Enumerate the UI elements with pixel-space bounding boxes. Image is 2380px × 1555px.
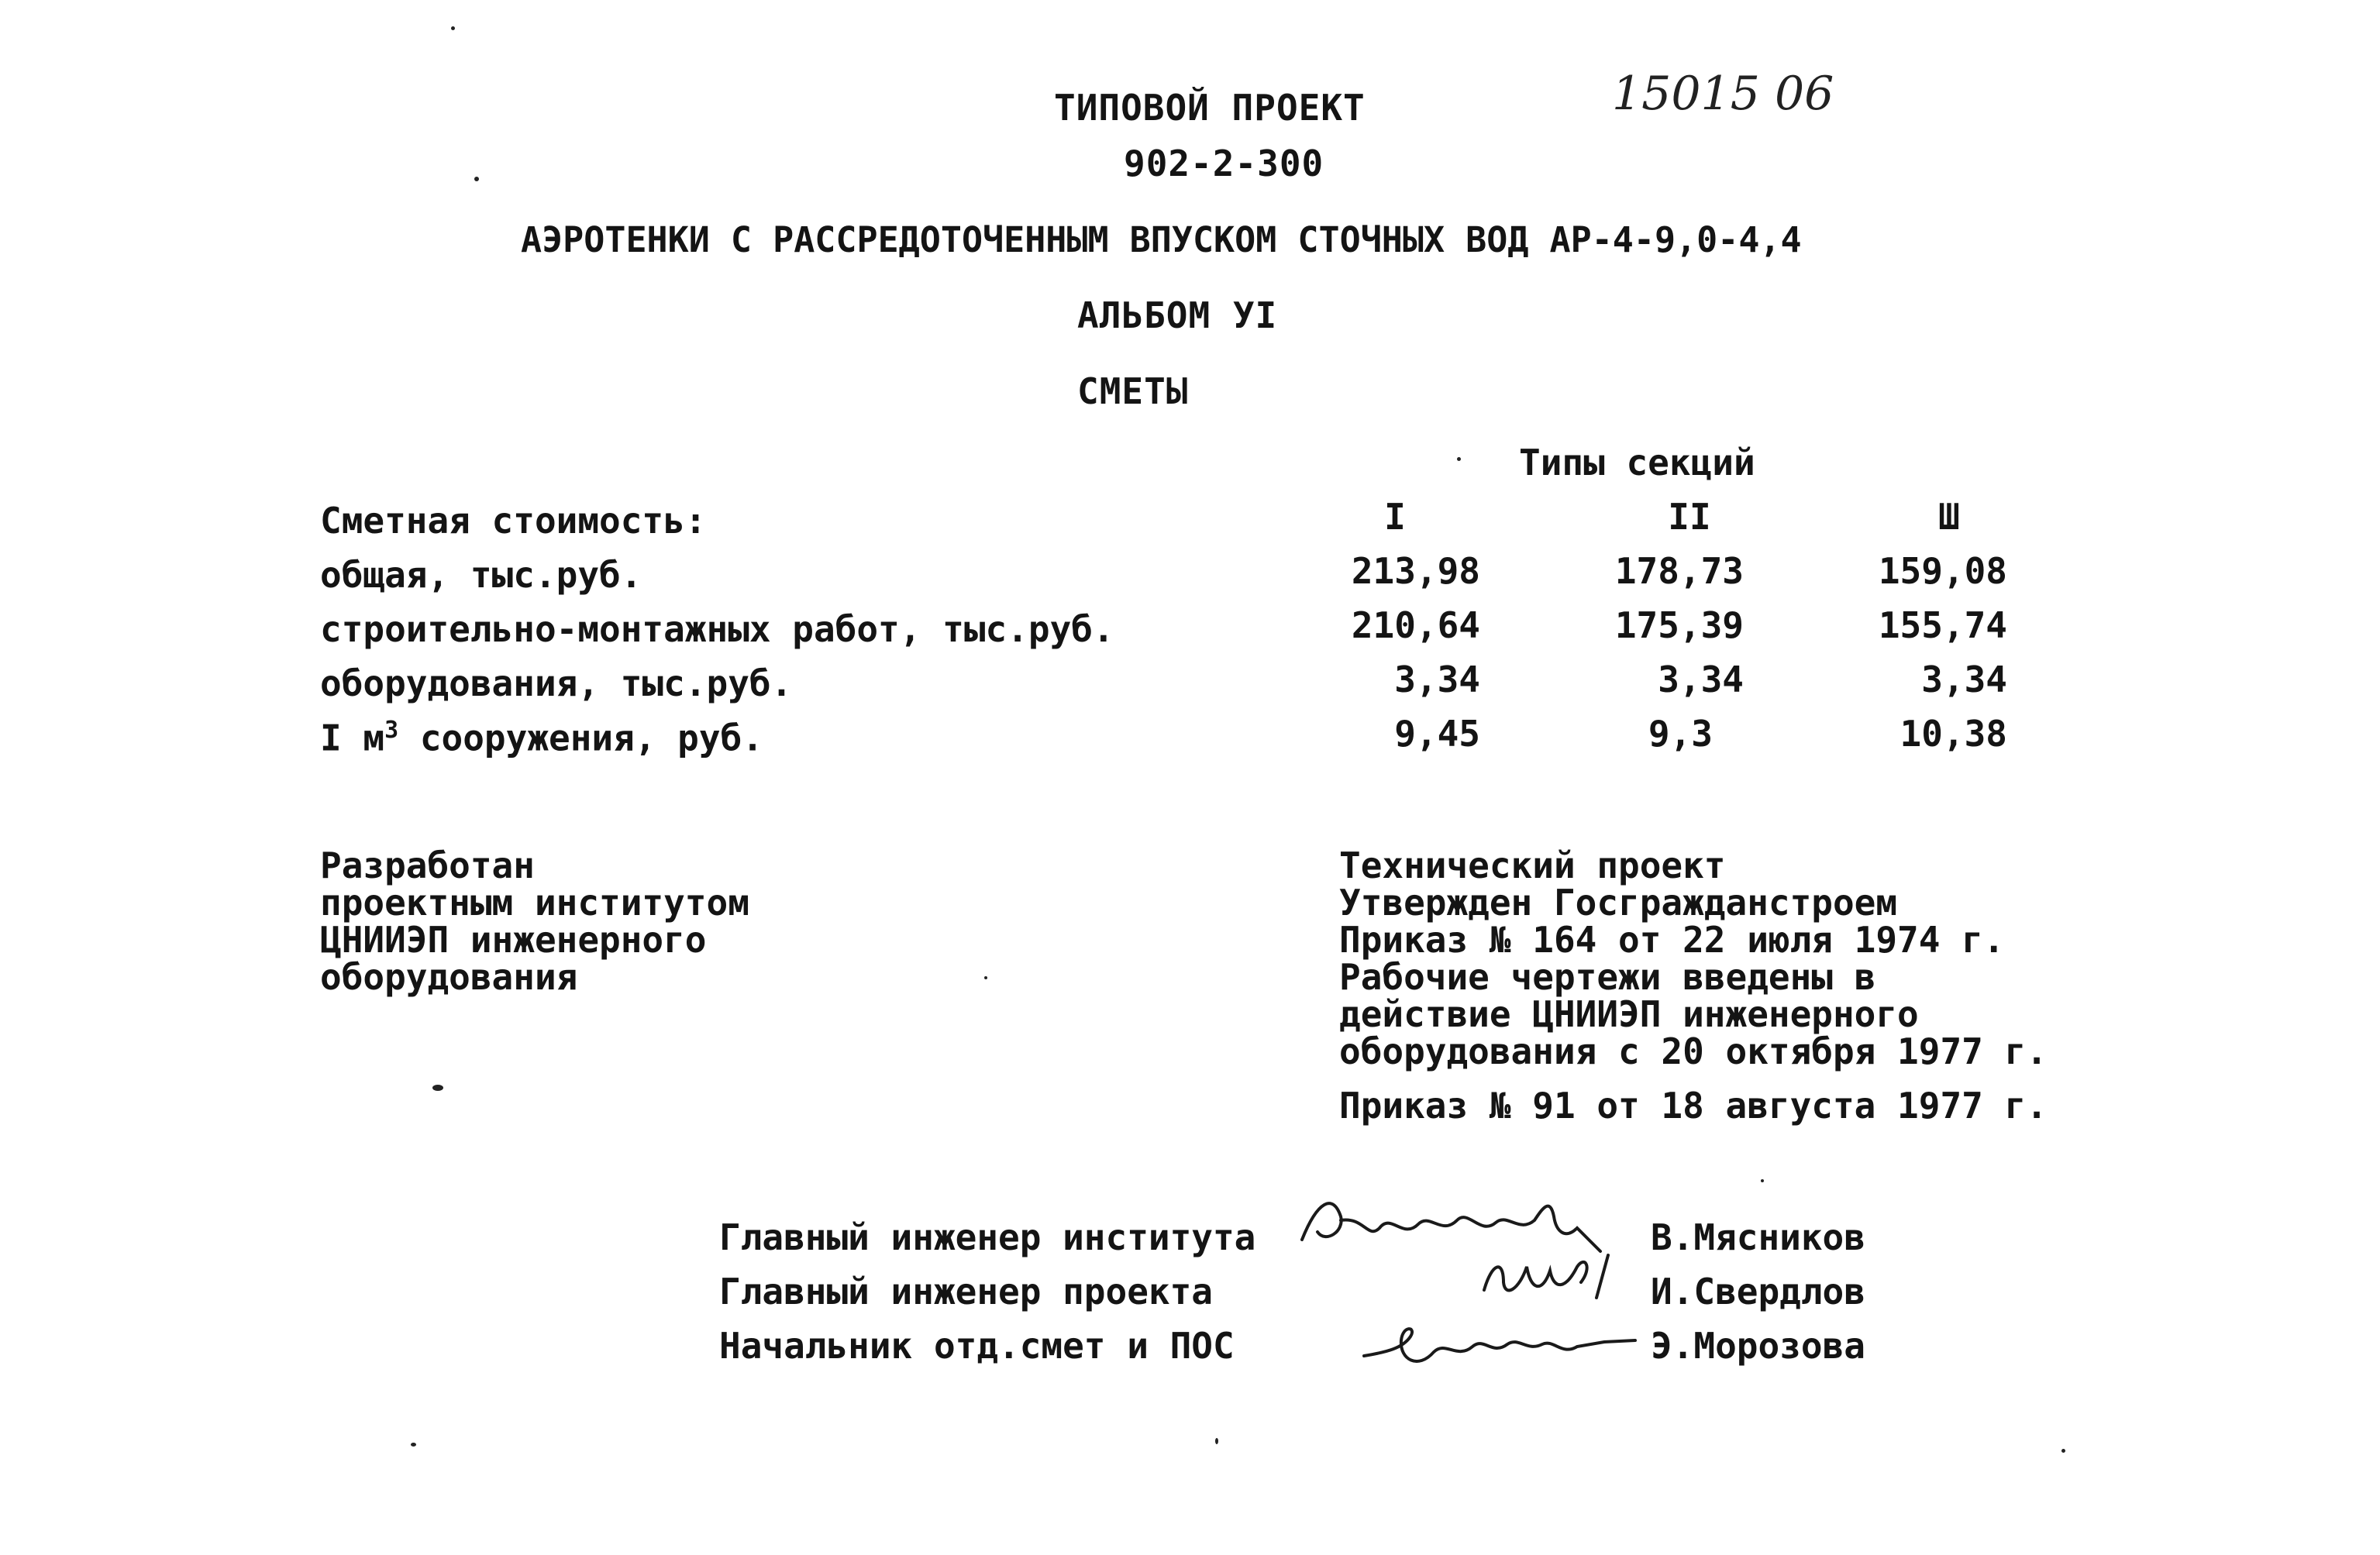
scan-speck: [2061, 1449, 2065, 1453]
developer-line: ЦНИИЭП инженерного: [320, 919, 707, 961]
developer-line: оборудования: [320, 956, 578, 998]
signatory-position: Начальник отд.смет и ПОС: [719, 1325, 1235, 1367]
approval-line: Технический проект: [1339, 845, 1726, 886]
row-label: оборудования, тыс.руб.: [320, 662, 793, 704]
row-label: общая, тыс.руб.: [320, 554, 642, 596]
section-types-header: Типы секций: [1519, 442, 1755, 483]
cell-value: 213,98: [1351, 550, 1480, 592]
scan-speck: [474, 177, 479, 181]
approval-line: Рабочие чертежи введены в: [1339, 956, 1876, 998]
signatory-name: И.Свердлов: [1651, 1271, 1865, 1312]
cell-value: 175,39: [1614, 604, 1744, 646]
project-type: ТИПОВОЙ ПРОЕКТ: [1054, 87, 1366, 129]
signatory-name: Э.Морозова: [1651, 1325, 1865, 1367]
approval-line: Утвержден Госгражданстроем: [1339, 882, 1898, 924]
row-label: I $м^3$ сооружения, руб.: [320, 717, 763, 759]
scan-speck: [451, 26, 455, 30]
scan-speck: [1215, 1438, 1218, 1444]
scan-speck: [432, 1085, 443, 1091]
document-title: АЭРОТЕНКИ С РАССРЕДОТОЧЕННЫМ ВПУСКОМ СТОЧНЫХ ВОД АР-4-9,0-4,4: [521, 219, 1802, 260]
document-subtitle: СМЕТЫ: [1077, 370, 1189, 412]
cell-value: 3,34: [1394, 659, 1480, 700]
cell-value: 159,08: [1878, 550, 2007, 592]
signatory-position: Главный инженер института: [719, 1216, 1256, 1258]
scan-speck: [1457, 457, 1461, 461]
archive-number: 15015 06: [1612, 67, 1834, 121]
scan-speck: [411, 1443, 416, 1447]
row-label: строительно-монтажных работ, тыс.руб.: [320, 608, 1114, 650]
cost-table-label: Сметная стоимость:: [320, 500, 707, 542]
cell-value: 210,64: [1351, 604, 1480, 646]
column-header-3: Ш: [1938, 496, 1960, 538]
scan-speck: [1761, 1179, 1764, 1182]
signature-mode-3: [1356, 1309, 1651, 1379]
approval-line: действие ЦНИИЭП инженерного: [1339, 993, 1919, 1035]
album-number: АЛЬБОМ УI: [1077, 294, 1278, 336]
signature-mode-2: [1472, 1244, 1651, 1306]
cell-value: 3,34: [1658, 659, 1744, 700]
approval-block: [1339, 847, 2048, 1070]
cell-value: 155,74: [1878, 604, 2007, 646]
column-header-1: I: [1384, 496, 1406, 538]
column-header-2: II: [1668, 496, 1711, 538]
approval-line: Приказ № 164 от 22 июля 1974 г.: [1339, 919, 2005, 961]
developer-line: Разработан: [320, 845, 535, 886]
cell-value: 178,73: [1614, 550, 1744, 592]
signatory-name: В.Мясников: [1651, 1216, 1865, 1258]
cell-value: 3,34: [1921, 659, 2007, 700]
scan-speck: [984, 976, 987, 979]
cell-value: 9,45: [1394, 713, 1480, 755]
developer-line: проектным институтом: [320, 882, 749, 924]
approval-order: Приказ № 91 от 18 августа 1977 г.: [1339, 1085, 2048, 1127]
signatory-position: Главный инженер проекта: [719, 1271, 1213, 1312]
project-number: 902-2-300: [1124, 143, 1324, 184]
approval-line: оборудования с 20 октября 1977 г.: [1339, 1030, 2048, 1072]
developer-block: [320, 847, 749, 996]
cell-value: 9,3: [1648, 713, 1713, 755]
cell-value: 10,38: [1900, 713, 2007, 755]
